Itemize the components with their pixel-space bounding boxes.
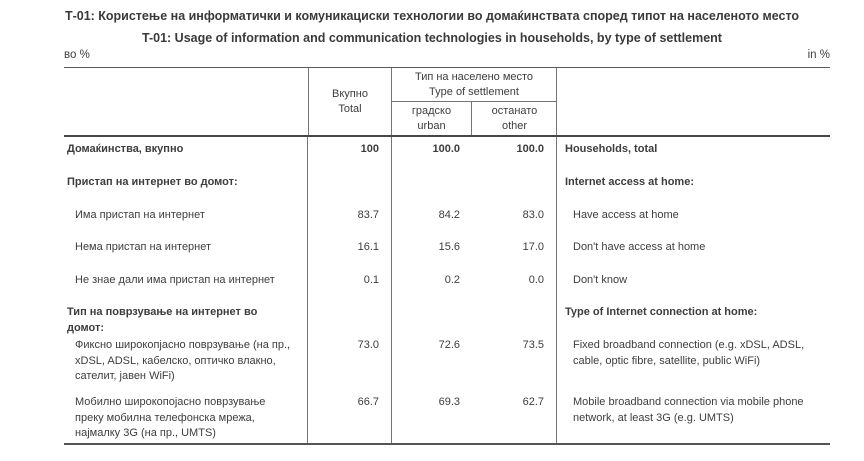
row-label-english: Households, total [565, 143, 658, 155]
header-other-en: other [501, 119, 528, 132]
cell-other-value [472, 170, 557, 203]
row-label-english: Have access at home [573, 209, 679, 221]
cell-other-value: 73.5 [472, 333, 557, 390]
cell-other-value: 17.0 [472, 235, 557, 268]
cell-total-value: 16.1 [308, 235, 392, 268]
cell-other-value [472, 300, 557, 336]
cell-urban-value: 72.6 [438, 339, 460, 351]
row-label-macedonian: Има пристап на интернет [64, 203, 308, 235]
row-label-macedonian: Пристап на интернет во домот: [64, 170, 308, 203]
header-english-spacer [557, 68, 830, 135]
cell-other-value: 62.7 [472, 390, 557, 443]
cell-other-value: 0.0 [472, 268, 557, 300]
cell-urban-value: 0.2 [444, 274, 460, 286]
cell-total-value: 100 [308, 137, 392, 170]
cell-total-value: 66.7 [308, 390, 392, 443]
cell-urban-value [392, 170, 472, 203]
header-settlement-en: Type of settlement [429, 85, 519, 98]
table-row [64, 137, 830, 170]
table-body [64, 137, 830, 445]
cell-total-value: 0.1 [308, 268, 392, 300]
unit-label-right: in % [807, 49, 830, 61]
cell-total-value: 73.0 [308, 333, 392, 390]
header-other-column [472, 102, 557, 135]
cell-total-value: 83.7 [308, 203, 392, 235]
header-total-en: Total [338, 102, 362, 115]
row-label-english: Don't know [573, 274, 628, 286]
row-label-macedonian: Не знае дали има пристап на интернет [64, 268, 308, 300]
cell-other-value: 100.0 [472, 137, 557, 170]
row-label-english: Internet access at home: [565, 176, 694, 188]
cell-urban-value: 84.2 [438, 209, 460, 221]
row-label-macedonian: Фиксно широкопјасно поврзување (на пр., xDSL, ADSL, кабелско, оптичко влакно, сателит, јавен WiFi) [64, 333, 308, 390]
table-row [64, 170, 830, 203]
header-total-column [308, 68, 392, 135]
row-label-macedonian: Тип на поврзување на интернет во домот: [64, 300, 308, 336]
cell-other-value: 83.0 [472, 203, 557, 235]
table-title-macedonian: Т-01: Користење на информатички и комуникациски технологии во домаќинствата според типот на населеното место [64, 9, 800, 23]
cell-urban-value: 69.3 [438, 396, 460, 408]
header-settlement-group [392, 68, 557, 135]
header-settlement-subcolumns [392, 102, 556, 135]
cell-total-value [308, 300, 392, 336]
header-label-spacer [64, 68, 308, 135]
header-urban-column [392, 102, 472, 135]
table-row [64, 203, 830, 235]
row-label-english: Mobile broadband connection via mobile phone network, at least 3G (e.g. UMTS) [573, 396, 804, 424]
header-settlement-title [392, 68, 556, 102]
table-row [64, 390, 830, 443]
row-label-macedonian: Нема пристап на интернет [64, 235, 308, 268]
table-row [64, 268, 830, 300]
row-label-macedonian: Домаќинства, вкупно [64, 137, 308, 170]
row-label-english: Don't have access at home [573, 241, 706, 253]
table-row [64, 235, 830, 268]
cell-urban-value [392, 300, 472, 336]
header-total-mk: Вкупно [332, 87, 368, 100]
cell-total-value [308, 170, 392, 203]
cell-urban-value: 100.0 [432, 143, 460, 155]
row-label-english: Fixed broadband connection (e.g. xDSL, ADSL, cable, optic fibre, satellite, public WiFi) [573, 339, 805, 367]
table-row [64, 333, 830, 390]
unit-label-left: во % [64, 49, 90, 61]
header-urban-en: urban [417, 119, 446, 132]
table-row [64, 300, 830, 333]
header-settlement-mk: Тип на населено место [414, 70, 534, 83]
table-title-english: T-01: Usage of information and communication technologies in households, by type of settlement [142, 31, 722, 45]
cell-urban-value: 15.6 [438, 241, 460, 253]
table-header [64, 67, 830, 137]
header-urban-mk: градско [411, 104, 452, 117]
row-label-english: Type of Internet connection at home: [565, 306, 758, 318]
row-label-macedonian: Мобилно широкопојасно поврзување преку мобилна телефонска мрежа, најмалку 3G (на пр., UMTS) [64, 390, 308, 443]
header-other-mk: останато [491, 104, 538, 117]
statistics-table [64, 67, 830, 445]
